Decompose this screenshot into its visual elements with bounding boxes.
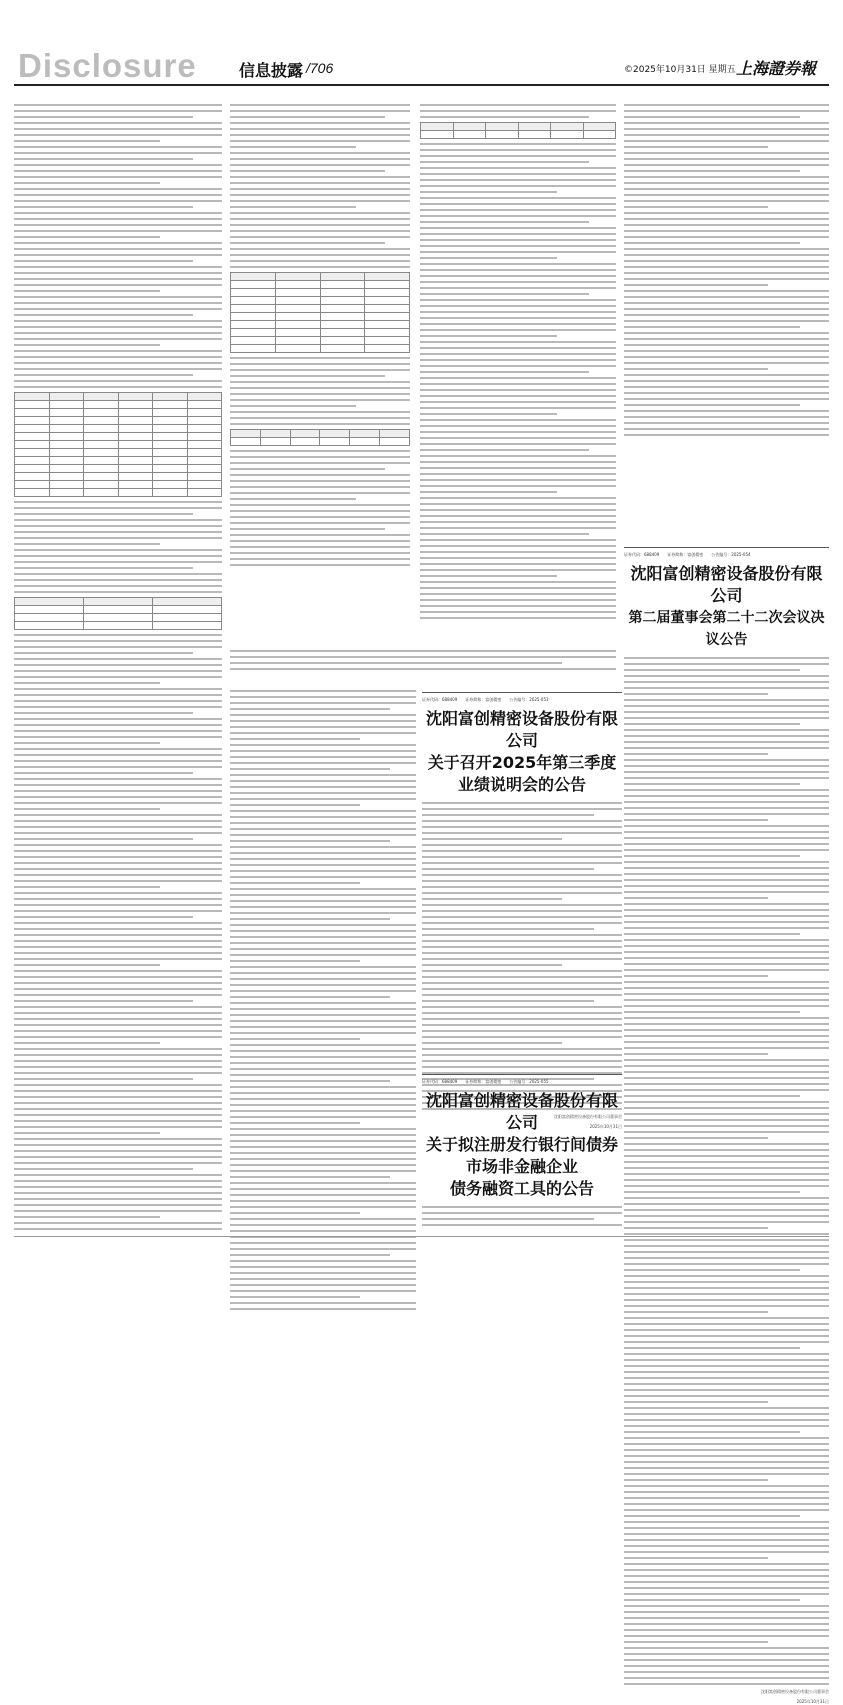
notice-debt-financing	[422, 1070, 622, 1226]
issue-date: ©2025年10月31日 星期五	[624, 65, 736, 75]
notice-tags	[624, 552, 829, 558]
shareholder-table	[14, 392, 222, 497]
column-2-lower-text	[230, 690, 416, 1230]
text-block	[14, 104, 222, 388]
text-block	[230, 104, 410, 268]
notice-date: 2025年10月31日	[589, 1124, 622, 1129]
text-block	[230, 450, 410, 566]
column-3-body-text	[420, 104, 616, 644]
notice-date: 2025年10月31日	[796, 1699, 829, 1704]
stock-abbr: 证券简称：富创精密	[667, 552, 704, 557]
text-block	[624, 104, 829, 436]
notice-company-name: 沈阳富创精密设备股份有限公司	[630, 564, 823, 605]
text-block	[14, 634, 222, 1230]
spanning-text	[230, 650, 616, 678]
notice-q3-earnings-briefing	[422, 688, 622, 1130]
divider	[422, 692, 622, 693]
assessment-table	[230, 272, 410, 353]
text-block	[230, 690, 416, 1310]
notice-body	[422, 1206, 622, 1226]
notice-title: 关于拟注册发行银行间债券市场非金融企业	[425, 1135, 618, 1176]
text-block	[230, 357, 410, 425]
notice-title-cont: 债务融资工具的公告	[449, 1179, 594, 1198]
stock-abbr: 证券简称：富创精密	[465, 697, 502, 702]
incentive-table	[14, 597, 222, 630]
notice-body	[422, 802, 622, 1110]
page-number: /706	[306, 60, 334, 76]
rating-table	[230, 429, 410, 446]
masthead	[14, 48, 829, 86]
notice-company-name: 沈阳富创精密设备股份有限公司	[425, 1091, 618, 1132]
notice-signature: 沈阳富创精密设备股份有限公司董事会	[554, 1114, 622, 1119]
text-block	[230, 650, 616, 670]
notice-title: 第二届董事会第二十二次会议决议公告	[628, 610, 825, 648]
notice-body	[624, 657, 829, 1685]
notice-number: 公告编号：2025-054	[711, 552, 751, 557]
notice-signature: 沈阳富创精密设备股份有限公司董事会	[761, 1689, 829, 1694]
page-bottom-rule	[14, 1236, 829, 1237]
stock-abbr: 证券简称：富创精密	[465, 1079, 502, 1084]
performance-table	[420, 122, 616, 139]
divider	[624, 547, 829, 548]
newspaper-name: 上海證券報	[736, 59, 817, 78]
notice-tags	[422, 1079, 622, 1085]
section-title: 信息披露	[239, 61, 304, 80]
notice-number: 公告编号：2025-053	[509, 697, 549, 702]
notice-title: 关于召开2025年第三季度业绩说明会的公告	[427, 753, 617, 794]
column-4-body-text	[624, 104, 829, 534]
divider	[422, 1074, 622, 1075]
text-block	[420, 143, 616, 619]
stock-code: 证券代码：688409	[422, 697, 458, 702]
notice-company-name: 沈阳富创精密设备股份有限公司	[425, 709, 618, 750]
notice-tags	[422, 697, 622, 703]
stock-code: 证券代码：688409	[624, 552, 660, 557]
column-1-body-text	[14, 104, 222, 1224]
column-2-body-text	[230, 104, 410, 644]
stock-code: 证券代码：688409	[422, 1079, 458, 1084]
notice-board-resolution	[624, 543, 829, 1705]
text-block	[420, 104, 616, 118]
text-block	[14, 501, 222, 593]
notice-number: 公告编号：2025-055	[509, 1079, 549, 1084]
brand-logo: Disclosure	[18, 47, 197, 84]
